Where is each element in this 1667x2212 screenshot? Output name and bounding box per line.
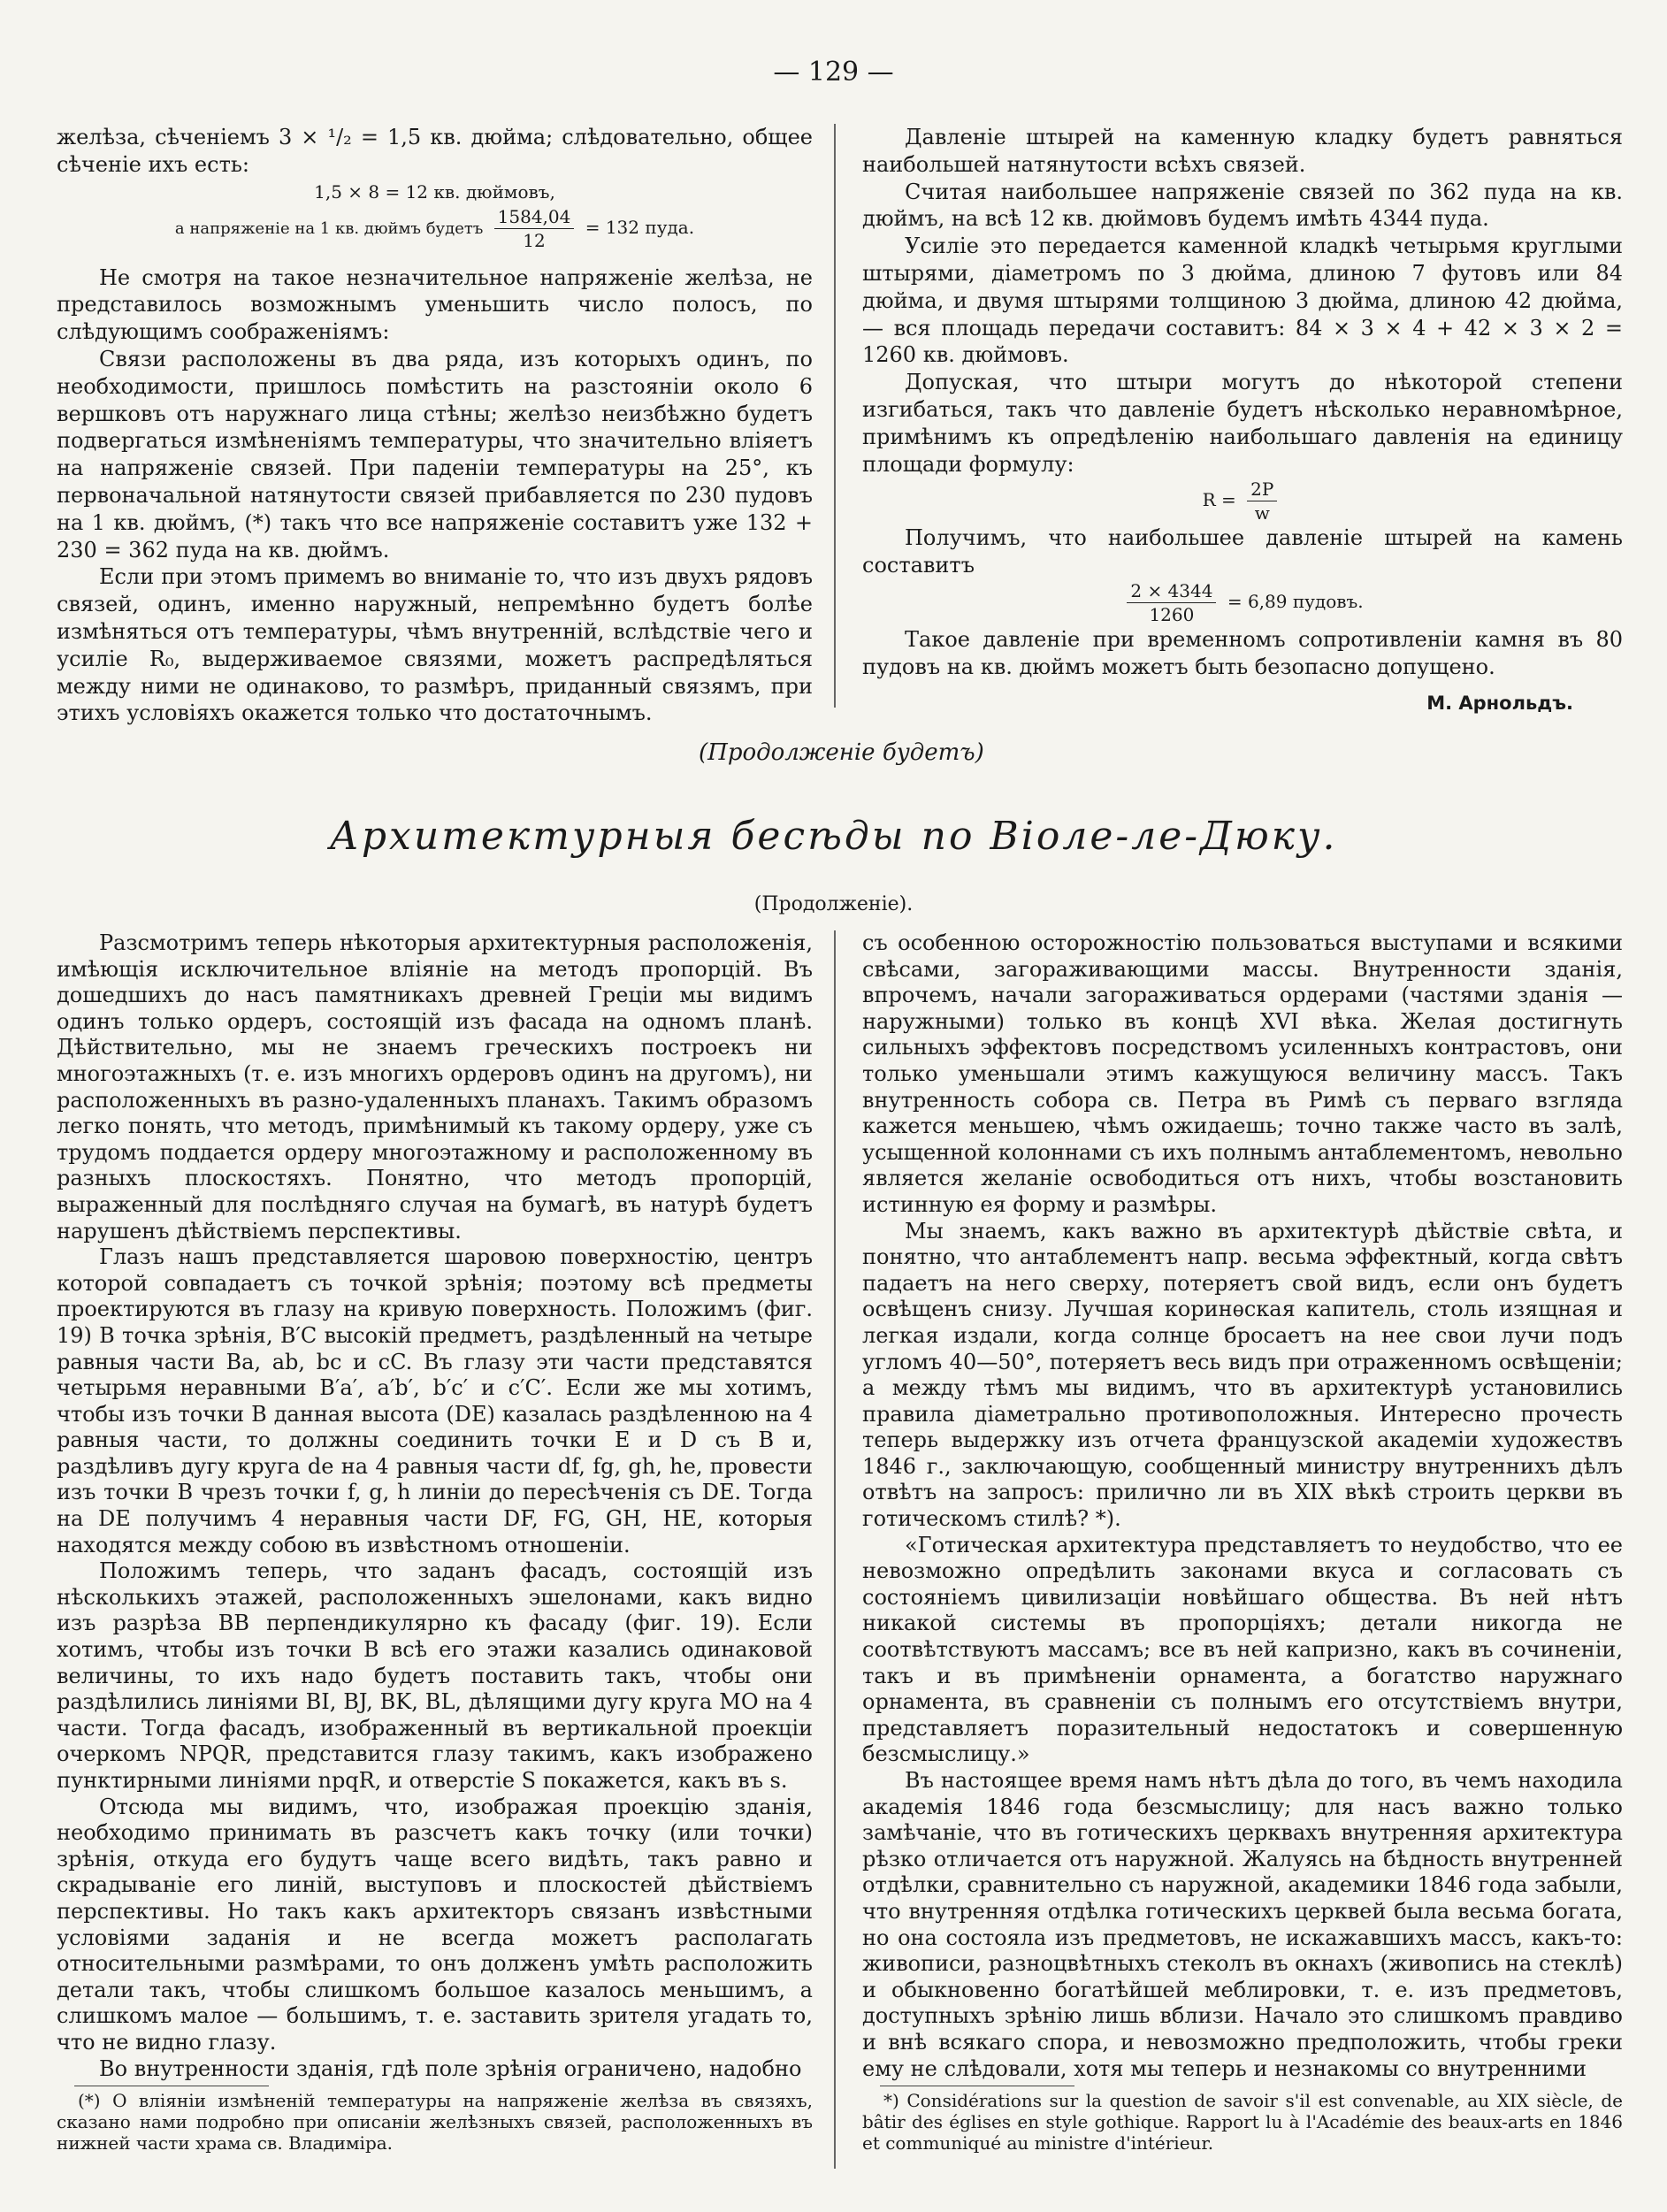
formula bbox=[57, 205, 813, 252]
paragraph: Усиліе это передается каменной кладкѣ четырьмя круглыми штырями, діаметромъ по 3 дюйма, длиною 7 футовъ или 84 дюйма, и двумя штырями толщиною 3 дюйма, длиною 42 дюйма, — вся площадь передачи составитъ: 84 × 3 × 4 + 42 × 3 × 2 = 1260 кв. дюймовъ. bbox=[862, 233, 1623, 368]
paragraph: съ особенною осторожностію пользоваться выступами и всякими свѣсами, загораживающими массы. Внутренности зданія, впрочемъ, начали загораживаться ордерами (частями зданія — наружными) только въ концѣ XVI вѣка. Желая достигнуть сильныхъ эффектовъ посредствомъ усиленныхъ контрастовъ, они только уменьшали этимъ кажущуюся величину массъ. Такъ внутренность собора св. Петра въ Римѣ съ перваго взгляда кажется меньшею, чѣмъ ожидаешь; точно также часто въ залѣ, усыщенной колоннами съ ихъ полнымъ антаблементомъ, невольно является желаніе освободиться отъ нихъ, чтобы возстановить истинную ея форму и размѣры. bbox=[862, 930, 1623, 1217]
fraction-denominator: w bbox=[1254, 502, 1270, 524]
footnote: *) Considérations sur la question de savoir s'il est convenable, au XIX siècle, de bâtir des églises en style gothique. Rapport lu à l'Académie des beaux-arts en 1846 et communiqué au ministre d'intérieur. bbox=[862, 2090, 1623, 2155]
article-title: Архитектурныя бесѣды по Віоле-ле-Дюку. bbox=[329, 814, 1338, 859]
paragraph: Допуская, что штыри могутъ до нѣкоторой степени изгибаться, такъ что давленіе будетъ нѣсколько неравномѣрное, примѣнимъ къ опредѣленію наибольшаго давленія на единицу площади формулу: bbox=[862, 370, 1623, 477]
paragraph: Получимъ, что наибольшее давленіе штырей на камень составитъ bbox=[862, 525, 1623, 578]
paragraph: Давленіе штырей на каменную кладку будетъ равняться наибольшей натянутости всѣхъ связей. bbox=[862, 125, 1623, 177]
fraction-numerator: 1584,04 bbox=[494, 205, 575, 229]
author-signature: М. Арнольдъ. bbox=[1426, 692, 1573, 714]
paragraph: Въ настоящее время намъ нѣтъ дѣла до того, въ чемъ находила академія 1846 года безсмыслицу; для насъ важно только замѣчаніе, что въ готическихъ церквахъ внутренняя архитектура рѣзко отличается отъ наружной. Жалуясь на бѣдность внутренней отдѣлки, сравнительно съ наружной, академики 1846 года забыли, что внутренняя отдѣлка готическихъ церквей была весьма богата, но она состояла изъ предметовъ, не искажавшихъ массъ, какъ-то: живописи, разноцвѣтныхъ стеколъ въ окнахъ (живопись на стеклѣ) и обыкновенно богатѣйшей меблировки, т. е. изъ предметовъ, доступныхъ зрѣнію лишь вблизи. Начало это слишкомъ правдиво и внѣ всякаго спора, и невозможно предположить, чтобы греки ему не слѣдовали, хотя мы теперь и незнакомы со внутренними bbox=[862, 1768, 1623, 2081]
fraction-numerator: 2 × 4344 bbox=[1127, 579, 1216, 603]
article-subtitle: (Продолженіе). bbox=[753, 893, 914, 915]
formula-tail: = 6,89 пудовъ. bbox=[1227, 590, 1364, 612]
fraction-denominator: 12 bbox=[523, 229, 546, 251]
column-divider bbox=[834, 124, 836, 708]
fraction-denominator: 1260 bbox=[1149, 603, 1195, 625]
paragraph: Не смотря на такое незначительное напряженіе желѣза, не представилось возможнымъ уменьшить число полосъ, по слѣдующимъ соображеніямъ: bbox=[57, 264, 813, 345]
paragraph: «Готическая архитектура представляетъ то неудобство, что ее невозможно опредѣлить законами вкуса и согласовать съ состояніемъ цивилизаціи новѣйшаго общества. Въ ней нѣтъ никакой системы въ пропорціяхъ; детали никогда не соотвѣтствуютъ массамъ; все въ ней капризно, какъ въ сочиненіи, такъ и въ примѣненіи орнамента, а богатство наружнаго орнамента, въ сравненіи съ полнымъ его отсутствіемъ внутри, представляетъ поразительный недостатокъ и совершенную безсмыслицу.» bbox=[862, 1532, 1623, 1767]
bottom-right-column bbox=[862, 930, 1623, 2154]
footnote: (*) О вліяніи измѣненій температуры на напряженіе желѣза въ связяхъ, сказано нами подробно при описаніи желѣзныхъ связей, расположенныхъ въ нижней части храма св. Владиміра. bbox=[57, 2090, 813, 2155]
paragraph: Глазъ нашъ представляется шаровою поверхностію, центръ которой совпадаетъ съ точкой зрѣнія; поэтому всѣ предметы проектируются въ глазу на кривую поверхность. Положимъ (фиг. 19) B точка зрѣнія, B′C высокій предметъ, раздѣленный на четыре равныя части Ba, ab, bc и cC. Въ глазу эти части представятся четырьмя неравными B′a′, a′b′, b′c′ и c′C′. Если же мы хотимъ, чтобы изъ точки B данная высота (DE) казалась раздѣленною на 4 равныя части, то должны соединить точки E и D съ B и, раздѣливъ дугу круга de на 4 равныя части df, fg, gh, he, провести изъ точки B чрезъ точки f, g, h линіи до пересѣченія съ DE. Тогда на DE получимъ 4 неравныя части DF, FG, GH, HE, которыя находятся между собою въ извѣстномъ отношеніи. bbox=[57, 1244, 813, 1558]
fraction bbox=[1247, 478, 1277, 524]
bottom-left-column bbox=[57, 930, 813, 2154]
formula bbox=[862, 579, 1623, 626]
top-right-column bbox=[862, 124, 1623, 716]
formula-lead: R = bbox=[1202, 489, 1236, 511]
formula-lead: а напряженіе на 1 кв. дюймъ будетъ bbox=[174, 218, 484, 238]
paragraph: желѣза, сѣченіемъ 3 × ¹/₂ = 1,5 кв. дюйма; слѣдовательно, общее сѣченіе ихъ есть: bbox=[57, 125, 813, 177]
to-be-continued: (Продолженіе будетъ) bbox=[699, 739, 984, 766]
paragraph: Такое давленіе при временномъ сопротивленіи камня въ 80 пудовъ на кв. дюймъ можетъ быть безопасно допущено. bbox=[862, 626, 1623, 679]
paragraph: Положимъ теперь, что заданъ фасадъ, состоящій изъ нѣсколькихъ этажей, расположенныхъ эшелонами, какъ видно изъ разрѣза BB перпендикулярно къ фасаду (фиг. 19). Если хотимъ, чтобы изъ точки B всѣ его этажи казались одинаковой величины, то ихъ надо будетъ поставить такъ, чтобы они раздѣлились линіями BI, BJ, BK, BL, дѣлящими дугу круга MO на 4 части. Тогда фасадъ, изображенный въ вертикальной проекціи очеркомъ NPQR, представится глазу такимъ, какъ изображено пунктирными линіями npqR, и отверстіе S покажется, какъ въ s. bbox=[57, 1558, 813, 1793]
top-left-column bbox=[57, 124, 813, 727]
column-divider bbox=[834, 930, 836, 2169]
fraction bbox=[1127, 579, 1216, 626]
paragraph: Связи расположены въ два ряда, изъ которыхъ одинъ, по необходимости, пришлось помѣстить на разстояніи около 6 вершковъ отъ наружнаго лица стѣны; желѣзо неизбѣжно будетъ подвергаться измѣненіямъ температуры, что значительно вліяетъ на напряженіе связей. При паденіи температуры на 25°, къ первоначальной натянутости связей прибавляется по 230 пудовъ на 1 кв. дюймъ, (*) такъ что все напряженіе составитъ уже 132 + 230 = 362 пуда на кв. дюймъ. bbox=[57, 346, 813, 563]
formula-tail: = 132 пуда. bbox=[585, 216, 695, 238]
paragraph: Считая наибольшее напряженіе связей по 362 пуда на кв. дюймъ, на всѣ 12 кв. дюймовъ будемъ имѣть 4344 пуда. bbox=[862, 179, 1623, 232]
fraction bbox=[494, 205, 575, 252]
paragraph: Разсмотримъ теперь нѣкоторыя архитектурныя расположенія, имѣющія исключительное вліяніе на методъ пропорцій. Въ дошедшихъ до насъ памятникахъ древней Греціи мы видимъ одинъ только ордеръ, состоящій изъ фасада на одномъ планѣ. Дѣйствительно, мы не знаемъ греческихъ построекъ ни многоэтажныхъ (т. е. изъ многихъ ордеровъ одинъ на другомъ), ни расположенныхъ въ разно-удаленныхъ планахъ. Такимъ образомъ легко понять, что методъ, примѣнимый къ такому ордеру, уже съ трудомъ поддается ордеру многоэтажному и расположенному въ разныхъ плоскостяхъ. Понятно, что методъ пропорцій, выраженный для послѣдняго случая на бумагѣ, въ натурѣ будетъ нарушенъ дѣйствіемъ перспективы. bbox=[57, 930, 813, 1244]
fraction-numerator: 2P bbox=[1247, 478, 1277, 501]
paragraph: Отсюда мы видимъ, что, изображая проекцію зданія, необходимо принимать въ разсчетъ какъ точку (или точки) зрѣнія, откуда его будутъ чаще всего видѣть, такъ равно и скрадываніе его линій, выступовъ и плоскостей дѣйствіемъ перспективы. Но такъ какъ архитекторъ связанъ извѣстными условіями заданія и не всегда можетъ располагать относительными размѣрами, то онъ долженъ умѣть расположить детали такъ, чтобы слишкомъ большое казалось меньшимъ, а слишкомъ малое — большимъ, т. е. заставить зрителя угадать то, что не видно глазу. bbox=[57, 1794, 813, 2055]
paragraph: Во внутренности зданія, гдѣ поле зрѣнія ограничено, надобно bbox=[99, 2055, 802, 2081]
page-number: — 129 — bbox=[773, 57, 894, 88]
paragraph: Если при этомъ примемъ во вниманіе то, что изъ двухъ рядовъ связей, одинъ, именно наружный, непремѣнно будетъ болѣе измѣняться отъ температуры, чѣмъ внутренній, вслѣдствіе чего и усиліе R₀, выдерживаемое связями, можетъ распредѣляться между ними не одинаково, то размѣръ, приданный связямъ, при этихъ условіяхъ окажется только что достаточнымъ. bbox=[57, 564, 813, 726]
paragraph: Мы знаемъ, какъ важно въ архитектурѣ дѣйствіе свѣта, и понятно, что антаблементъ напр. весьма эффектный, когда свѣтъ падаетъ на него сверху, потеряетъ свой видъ, если онъ будетъ освѣщенъ снизу. Лучшая коринѳская капитель, столь изящная и легкая издали, когда солнце бросаетъ на нее свои лучи подъ угломъ 40—50°, потеряетъ весь видъ при отраженномъ освѣщеніи; а между тѣмъ мы видимъ, что въ архитектурѣ установились правила діаметрально противоположныя. Интересно прочесть теперь выдержку изъ отчета французской академіи художествъ 1846 г., заключающую, сообщенный министру внутреннихъ дѣлъ отвѣтъ на запросъ: прилично ли въ XIX вѣкѣ строить церкви въ готическомъ стилѣ? *). bbox=[862, 1218, 1623, 1532]
formula bbox=[862, 478, 1623, 524]
formula: 1,5 × 8 = 12 кв. дюймовъ, bbox=[314, 180, 555, 203]
